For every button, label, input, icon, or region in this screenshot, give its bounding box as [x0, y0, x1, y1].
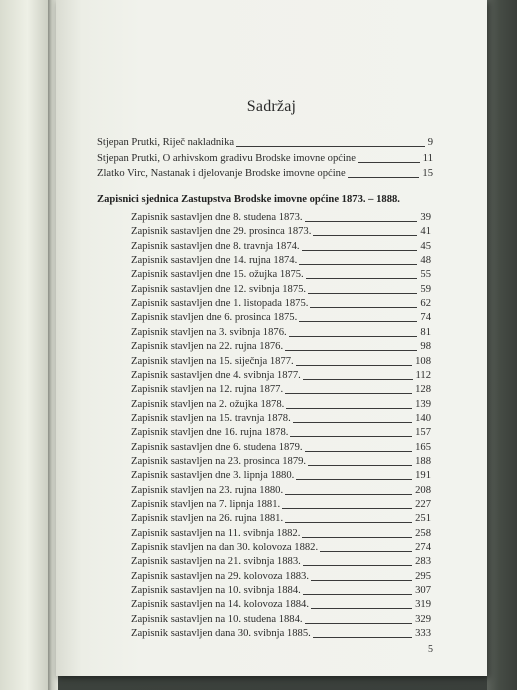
toc-leader-line	[282, 499, 412, 509]
toc-entry-row	[131, 297, 431, 310]
toc-entry-page: 208	[415, 484, 431, 496]
toc-entry-page: 74	[420, 312, 431, 324]
toc-leader-line	[302, 528, 412, 538]
toc-entry-page: 45	[420, 240, 431, 252]
toc-entry-label: Stjepan Prutki, O arhivskom gradivu Brodske imovne općine	[97, 153, 356, 164]
toc-entry-label: Zapisnik stavljen na 7. lipnja 1881.	[131, 499, 281, 510]
toc-entry-page: 165	[415, 441, 431, 453]
toc-leader-line	[313, 628, 412, 638]
toc-entry-page: 140	[415, 412, 431, 424]
toc-entry-row	[131, 570, 431, 583]
toc-entry-label: Zapisnik sastavljen na 23. prosinca 1879.	[131, 455, 307, 467]
page-number: 5	[428, 644, 433, 655]
toc-entry-page: 188	[415, 455, 431, 467]
toc-leader-line	[236, 137, 425, 147]
toc-entry-label: Zapisnik sastavljen dne 6. studena 1879.	[131, 441, 303, 453]
toc-entry-row	[131, 627, 431, 640]
toc-entry-label: Zapisnik sastavljen dne 15. ožujka 1875.	[131, 269, 304, 281]
toc-entry-row	[131, 268, 431, 281]
toc-entry-row	[131, 211, 431, 224]
toc-entry-page: 39	[420, 212, 431, 223]
toc-entry-label: Stjepan Prutki, Riječ nakladnika	[97, 137, 235, 148]
toc-entry-label: Zapisnik sastavljen na 29. kolovoza 1883.	[131, 570, 309, 582]
toc-entry-row	[131, 527, 431, 540]
book-page	[56, 0, 487, 676]
toc-entry-page: 157	[415, 427, 431, 439]
toc-entry-row	[131, 254, 431, 267]
toc-entry-label: Zapisnik sastavljen na 14. kolovoza 1884.	[131, 599, 309, 611]
toc-leader-line	[305, 614, 413, 624]
table-surface	[487, 0, 517, 690]
section-heading: Zapisnici sjednica Zastupstva Brodske imovne općine 1873. – 1888.	[97, 194, 400, 205]
toc-entry-label: Zapisnik sastavljen dne 1. listopada 1875.	[131, 298, 309, 310]
toc-leader-line	[303, 370, 413, 380]
toc-entry-label: Zapisnik sastavljen na 21. svibnja 1883.	[131, 556, 301, 568]
toc-entry-page: 59	[420, 283, 431, 295]
toc-intro-row	[97, 136, 433, 149]
toc-entry-row	[131, 498, 431, 511]
toc-entry-label: Zapisnik sastavljen dne 3. lipnja 1880.	[131, 470, 295, 482]
toc-entry-row	[131, 426, 431, 439]
toc-entry-page: 112	[415, 369, 431, 381]
toc-entry-label: Zapisnik sastavljen dne 29. prosinca 1873.	[131, 226, 312, 238]
toc-entry-page: 274	[415, 542, 431, 554]
toc-entry-page: 283	[415, 556, 431, 568]
toc-leader-line	[299, 312, 417, 322]
toc-entry-row	[131, 355, 431, 368]
toc-leader-line	[311, 599, 412, 609]
toc-leader-line	[285, 485, 412, 495]
toc-entry-label: Zapisnik stavljen na 2. ožujka 1878.	[131, 398, 285, 410]
toc-entry-page: 128	[415, 384, 431, 396]
toc-entry-row	[131, 283, 431, 296]
toc-entry-page: 48	[420, 255, 431, 267]
toc-leader-line	[305, 212, 418, 222]
toc-leader-line	[313, 226, 417, 236]
toc-leader-line	[296, 356, 412, 366]
toc-leader-line	[320, 542, 412, 552]
toc-entry-row	[131, 455, 431, 468]
toc-entry-row	[131, 584, 431, 597]
toc-entry-page: 11	[422, 153, 433, 164]
toc-leader-line	[303, 585, 412, 595]
toc-entry-label: Zapisnik sastavljen dne 4. svibnja 1877.	[131, 369, 301, 381]
toc-entry-row	[131, 613, 431, 626]
toc-entry-page: 251	[415, 513, 431, 525]
toc-leader-line	[293, 413, 412, 423]
toc-entry-row	[131, 311, 431, 324]
toc-entry-page: 191	[415, 470, 431, 482]
toc-intro-row	[97, 167, 433, 180]
toc-leader-line	[348, 168, 420, 178]
toc-entry-row	[131, 369, 431, 382]
toc-entry-label: Zapisnik stavljen na 15. siječnja 1877.	[131, 355, 294, 367]
toc-intro-row	[97, 152, 433, 165]
toc-entry-page: 333	[415, 628, 431, 640]
toc-entry-label: Zapisnik stavljen na dan 30. kolovoza 1882.	[131, 542, 319, 554]
toc-leader-line	[289, 327, 418, 337]
page-title: Sadržaj	[246, 98, 297, 115]
toc-entry-label: Zapisnik sastavljen na 11. svibnja 1882.	[131, 527, 301, 539]
toc-entry-page: 98	[420, 341, 431, 353]
toc-entry-page: 319	[415, 599, 431, 611]
toc-leader-line	[308, 456, 412, 466]
toc-entry-page: 295	[415, 570, 431, 582]
toc-entry-label: Zapisnik sastavljen na 10. studena 1884.	[131, 613, 303, 625]
toc-entry-page: 329	[415, 613, 431, 625]
toc-leader-line	[286, 399, 412, 409]
toc-entry-page: 41	[420, 226, 431, 238]
toc-leader-line	[303, 556, 412, 566]
toc-entry-row	[131, 441, 431, 454]
toc-entry-page: 307	[415, 585, 431, 597]
toc-entry-page: 62	[420, 298, 431, 310]
toc-entry-label: Zlatko Virc, Nastanak i djelovanje Brodske imovne općine	[97, 168, 346, 179]
toc-leader-line	[285, 513, 412, 523]
toc-leader-line	[299, 255, 417, 265]
toc-entry-page: 139	[415, 398, 431, 410]
toc-entry-label: Zapisnik sastavljen dne 14. rujna 1874.	[131, 255, 298, 267]
toc-entry-label: Zapisnik sastavljen dne 8. studena 1873.	[131, 212, 303, 223]
toc-entry-label: Zapisnik sastavljen dana 30. svibnja 1885.	[131, 628, 311, 640]
toc-entry-page: 15	[422, 168, 433, 179]
toc-entry-row	[131, 541, 431, 554]
toc-leader-line	[285, 341, 417, 351]
toc-entry-page: 9	[427, 137, 433, 148]
toc-entry-page: 55	[420, 269, 431, 281]
toc-entry-label: Zapisnik sastavljen dne 12. svibnja 1875.	[131, 283, 307, 295]
toc-entry-row	[131, 512, 431, 525]
toc-leader-line	[302, 241, 418, 251]
left-page-edge	[0, 0, 50, 690]
toc-entry-label: Zapisnik sastavljen na 10. svibnja 1884.	[131, 585, 301, 597]
toc-entry-row	[131, 398, 431, 411]
toc-leader-line	[311, 571, 412, 581]
toc-entry-row	[131, 412, 431, 425]
toc-entry-row	[131, 598, 431, 611]
toc-entry-row	[131, 469, 431, 482]
toc-entry-row	[131, 383, 431, 396]
toc-entry-label: Zapisnik stavljen na 15. travnja 1878.	[131, 412, 291, 424]
toc-entry-label: Zapisnik stavljen na 26. rujna 1881.	[131, 513, 284, 525]
toc-entry-label: Zapisnik sastavljen dne 8. travnja 1874.	[131, 240, 300, 252]
toc-entry-label: Zapisnik stavljen na 22. rujna 1876.	[131, 341, 284, 353]
toc-entry-row	[131, 340, 431, 353]
toc-leader-line	[305, 442, 413, 452]
toc-entry-row	[131, 225, 431, 238]
toc-entry-label: Zapisnik stavljen dne 16. rujna 1878.	[131, 427, 289, 439]
toc-leader-line	[285, 384, 412, 394]
toc-leader-line	[296, 470, 412, 480]
toc-leader-line	[290, 427, 412, 437]
toc-entry-page: 81	[420, 326, 431, 338]
toc-entry-label: Zapisnik stavljen na 12. rujna 1877.	[131, 384, 284, 396]
toc-entry-row	[131, 240, 431, 253]
toc-entry-label: Zapisnik stavljen na 3. svibnja 1876.	[131, 326, 287, 338]
toc-entry-label: Zapisnik stavljen dne 6. prosinca 1875.	[131, 312, 298, 324]
toc-entry-row	[131, 484, 431, 497]
toc-entry-page: 108	[415, 355, 431, 367]
toc-entry-row	[131, 555, 431, 568]
toc-leader-line	[358, 153, 420, 163]
toc-entry-page: 258	[415, 527, 431, 539]
toc-entry-row	[131, 326, 431, 339]
toc-entry-page: 227	[415, 499, 431, 510]
toc-leader-line	[308, 284, 417, 294]
toc-leader-line	[310, 298, 417, 308]
toc-leader-line	[306, 269, 418, 279]
toc-entry-label: Zapisnik stavljen na 23. rujna 1880.	[131, 484, 284, 496]
